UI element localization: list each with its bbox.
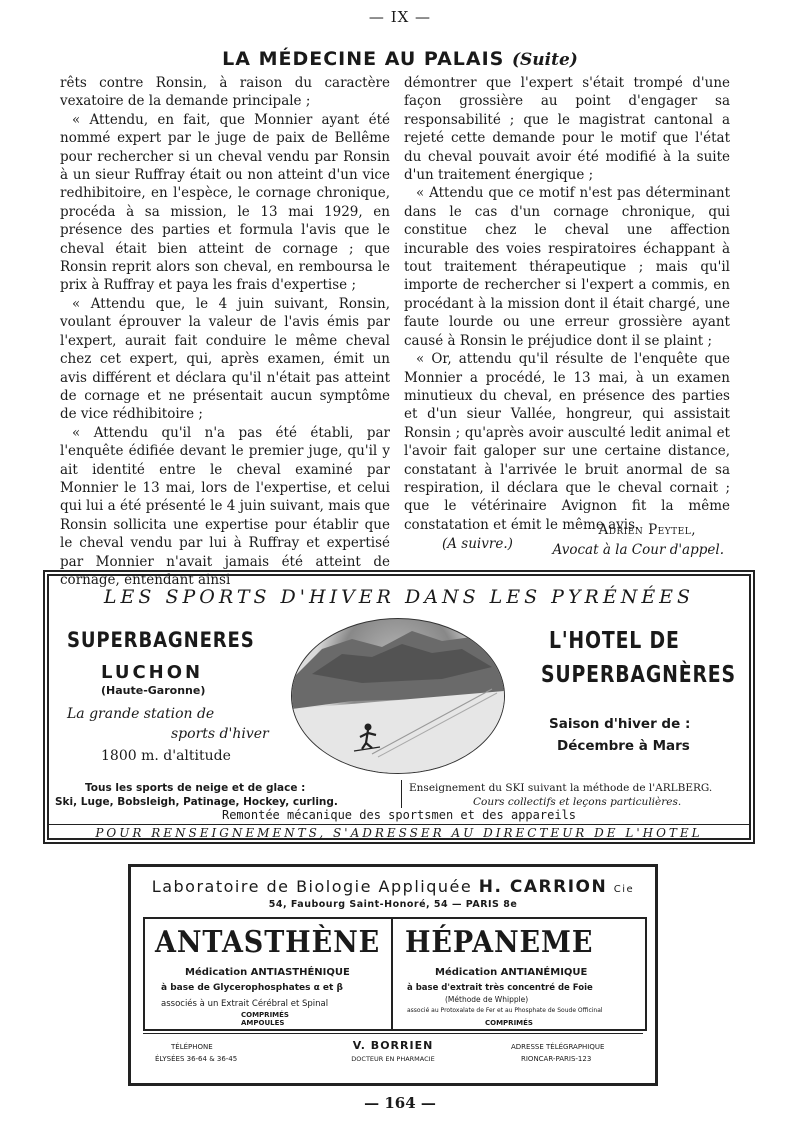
article-left-column [60, 74, 390, 589]
author-title: Avocat à la Cour d'appel. [552, 542, 724, 558]
paragraph: « Attendu, en fait, que Monnier ayant été nommé expert par le juge de paix de Bellême pour rechercher si un cheval vendu par Ronsin à un sieur Ruffray était ou non atteint d'un vice redhibitoire, en l'espèce, le cornage chronique, procéda à sa mission, le 13 mai 1929, en présence des parties et formula l'avis que le cheval était bien atteint de cornage ; que Ronsin reprit alors son cheval, en remboursa le prix à Ruffray et paya les frais d'expertise ; [60, 111, 390, 294]
pharmacist-title: DOCTEUR EN PHARMACIE [351, 1055, 435, 1063]
product-hepaneme-association: associé au Protoxalate de Fer et au Phosphate de Soude Officinal [407, 1007, 603, 1014]
ad-season-label: Saison d'hiver de : [549, 716, 691, 732]
products-box [143, 917, 647, 1031]
paragraph: « Attendu que ce motif n'est pas déterminant dans le cas d'un cornage chronique, qui constitue chez le cheval une affection incurable des voies respiratoires échappant à tout traitement thérapeutique ; mais qu'il importe de rechercher si l'expert a commis, en procédant à la mission dont il était chargé, une faute lourde ou une erreur grossière ayant causé à Ronsin le préjudice dont il se plaint ; [404, 185, 730, 349]
product-antasthene-form: COMPRIMÉS [241, 1011, 289, 1019]
product-antasthene-name: ANTASTHÈNE [155, 925, 381, 960]
ad-sports-list: Ski, Luge, Bobsleigh, Patinage, Hockey, curling. [55, 796, 338, 808]
product-antasthene-composition: à base de Glycerophosphates α et β [161, 983, 343, 993]
product-hepaneme-composition: à base d'extrait très concentré de Foie [407, 983, 593, 993]
telegram-address: RIONCAR-PARIS-123 [521, 1055, 592, 1063]
ad-sports-heading: Tous les sports de neige et de glace : [85, 782, 306, 794]
phone-label: TÉLÉPHONE [171, 1043, 213, 1051]
ad-hotel-name: SUPERBAGNÈRES [541, 662, 736, 688]
pharmacist-name: V. BORRIEN [352, 1039, 434, 1052]
paragraph: « Or, attendu qu'il résulte de l'enquête que Monnier a procédé, le 13 mai, à un examen minutieux du cheval, en présence des parties et d'un sieur Vallée, hongreur, qui assistait Ronsin ; qu'après avoir ausculté ledit animal et l'avoir fait galoper sur une certaine distance, constatant à l'arrivée le bruit anormal de sa respiration, il déclara que le cheval cornait ; que le vétérinaire Avignon fit la même constatation et émit le même avis. [404, 351, 730, 533]
ad-department: (Haute-Garonne) [101, 684, 206, 697]
article-right-column [404, 74, 730, 554]
skier-photo [291, 618, 505, 774]
ad-altitude: 1800 m. d'altitude [101, 748, 231, 764]
lab-name [131, 877, 655, 897]
lab-brand: H. CARRION [478, 877, 608, 897]
paragraph: rêts contre Ronsin, à raison du caractère vexatoire de la demande principale ; [60, 75, 390, 110]
telegram-label: ADRESSE TÉLÉGRAPHIQUE [511, 1043, 605, 1051]
product-hepaneme-name: HÉPANEME [405, 925, 594, 960]
ad-town: LUCHON [101, 662, 204, 683]
author-signature [404, 520, 724, 560]
skier-photo-illustration [292, 619, 504, 773]
lab-address: 54, Faubourg Saint-Honoré, 54 — PARIS 8e [268, 899, 518, 910]
paragraph: démontrer que l'expert s'était trompé d'une façon grossière au point d'engager sa responsabilité ; que le magistrat cantonal a rejeté cette demande pour le motif que l'état du cheval pouvait avoir été modifié à la suite d'un traitement énergique ; [404, 75, 730, 184]
product-hepaneme-form: COMPRIMÉS [485, 1019, 533, 1027]
author-name: Adrien Peytel, [598, 522, 696, 538]
products-divider [391, 919, 393, 1029]
ad-resort-name: SUPERBAGNERES [67, 628, 255, 652]
page-title [0, 48, 800, 70]
page-roman-numeral: — IX — [368, 8, 432, 26]
ad-lift: Remontée mécanique des sportsmen et des appareils [221, 808, 576, 822]
ad-hotel-title: L'HOTEL DE [549, 628, 680, 654]
carrion-advertisement [128, 864, 658, 1086]
product-hepaneme-medication: Médication ANTIANÉMIQUE [435, 967, 588, 978]
lab-prefix: Laboratoire de Biologie Appliquée [151, 877, 473, 896]
ad-tagline: La grande station de [67, 706, 215, 722]
ad-contact-footer: POUR RENSEIGNEMENTS, S'ADRESSER AU DIRECTEUR DE L'HOTEL [49, 824, 749, 840]
page-title-text: LA MÉDECINE AU PALAIS [222, 48, 505, 70]
phone-numbers: ÉLYSÉES 36-64 & 36-45 [155, 1055, 238, 1063]
paragraph: « Attendu que, le 4 juin suivant, Ronsin, voulant éprouver la valeur de l'avis émis par l'expert, aurait fait conduire le même cheval chez cet expert, qui, après examen, émit un avis différent et déclara qu'il n'était pas atteint de cornage et ne présentait aucun symptôme de vice rédhibitoire ; [60, 295, 390, 423]
superbagneres-advertisement [43, 570, 755, 844]
page-title-suffix: (Suite) [511, 50, 578, 70]
product-antasthene-form: AMPOULES [241, 1019, 285, 1027]
lab-suffix: Cie [613, 884, 635, 895]
paragraph: « Attendu qu'il n'a pas été établi, par l'enquête édifiée devant le premier juge, qu'il y ait identité entre le cheval examiné par Monnier le 13 mai, lors de l'expertise, et celui qui lui a été présenté le 4 juin suivant, mais que Ronsin sollicita une expertise pour établir que le cheval vendu par lui à Ruffray et expertisé par Monnier n'avait jamais été atteint de cornage, entendant ainsi [60, 424, 390, 588]
page-number: — 164 — [364, 1094, 436, 1112]
ad-ski-courses: Cours collectifs et leçons particulières. [473, 796, 682, 808]
to-be-continued: (A suivre.) [442, 536, 513, 553]
ad-ski-lessons: Enseignement du SKI suivant la méthode de l'ARLBERG. [409, 782, 713, 794]
product-antasthene-medication: Médication ANTIASTHÉNIQUE [185, 967, 350, 978]
ad-tagline: sports d'hiver [171, 726, 269, 742]
ad-season-months: Décembre à Mars [557, 738, 690, 754]
ad-headline: LES SPORTS D'HIVER DANS LES PYRÉNÉES [103, 586, 695, 608]
product-antasthene-extract: associés à un Extrait Cérébral et Spinal [161, 999, 329, 1009]
ad-divider [401, 780, 402, 808]
product-hepaneme-method: (Méthode de Whipple) [445, 995, 529, 1004]
ad-bottom-rule [143, 1033, 643, 1034]
